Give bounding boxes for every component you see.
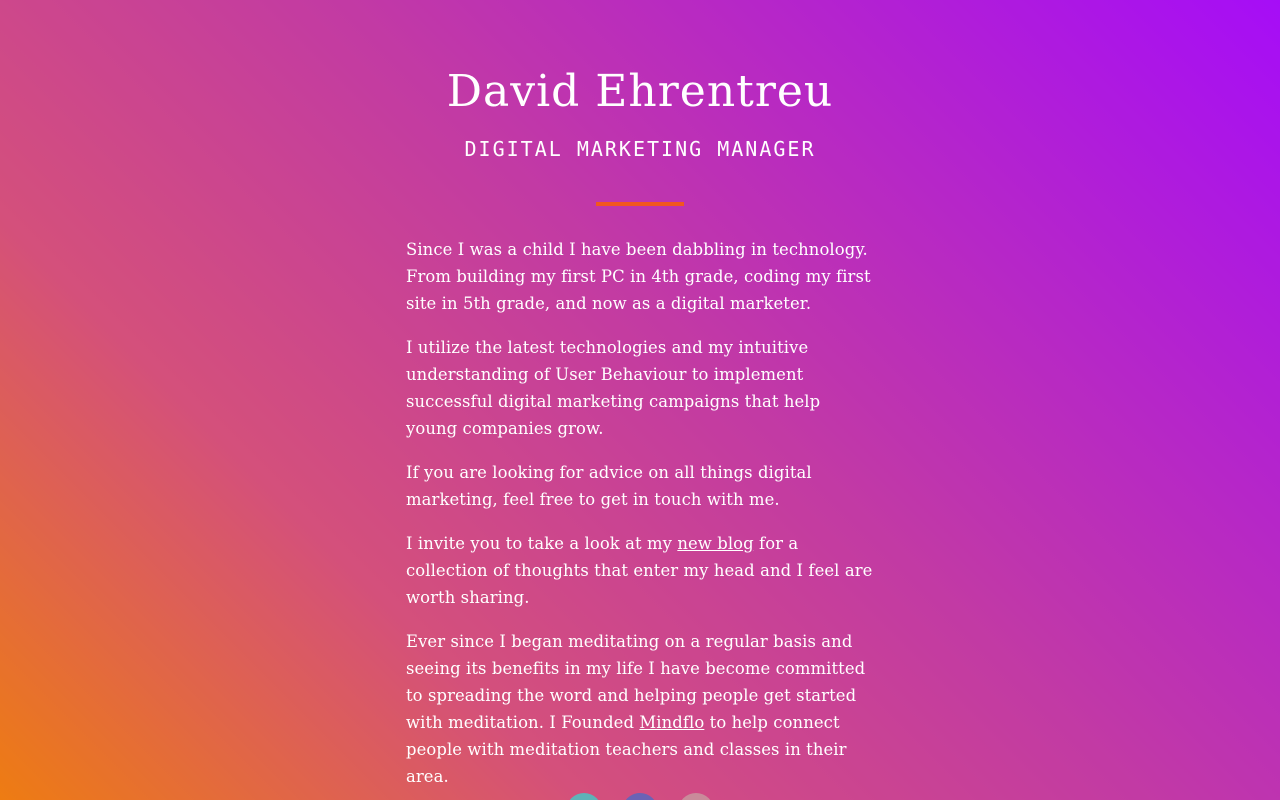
bio-text: for a collection of thoughts that enter my head and I feel are worth sharing.: [406, 534, 873, 607]
divider: [596, 202, 684, 206]
new-blog-link[interactable]: new blog: [677, 534, 754, 553]
bio-text: to help connect people with meditation teachers and classes in their area.: [406, 713, 847, 786]
page-title: David Ehrentreu: [446, 66, 834, 117]
bio-text: Ever since I began meditating on a regular basis and seeing its benefits in my life I have become committed to spreading the word and helping people get started with meditation. I Founded: [406, 632, 866, 732]
bio-paragraph-5: [406, 628, 876, 790]
bio-paragraph-4: [406, 530, 876, 611]
bio-section: [406, 236, 876, 800]
job-title: DIGITAL MARKETING MANAGER: [464, 137, 816, 161]
mindflo-link[interactable]: Mindflo: [639, 713, 705, 732]
bio-text: I invite you to take a look at my: [406, 534, 678, 553]
bio-paragraph-3: If you are looking for advice on all things digital marketing, feel free to get in touch with me.: [406, 463, 812, 509]
bio-paragraph-2: I utilize the latest technologies and my intuitive understanding of User Behaviour to implement successful digital marketing campaigns that help young companies grow.: [406, 338, 821, 438]
bio-paragraph-1: Since I was a child I have been dabbling in technology. From building my first PC in 4th grade, coding my first site in 5th grade, and now as a digital marketer.: [406, 240, 871, 313]
